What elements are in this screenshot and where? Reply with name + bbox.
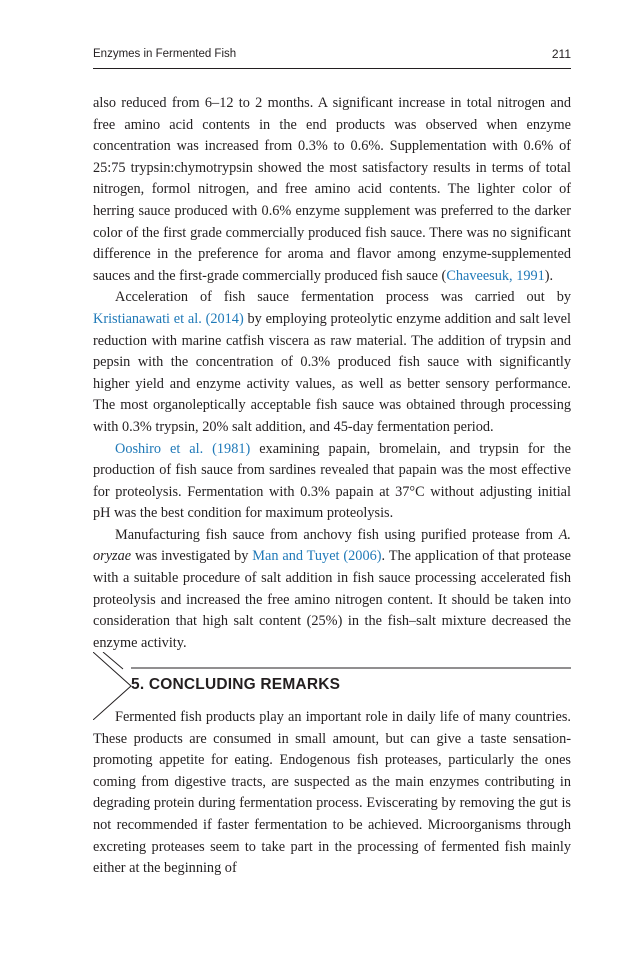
citation-ooshiro-1981[interactable]: Ooshiro et al. (1981) — [115, 440, 251, 457]
paragraph-2 — [93, 287, 571, 438]
paragraph-4-rest: . The application of that protease with a suitable procedure of salt addition in fish sauce processing accelerated fish proteolysis and increased the free amino nitrogen content. It should be taken into consideration that high salt content (25%) in the fish–salt mixture decreased the enzyme activity. — [93, 548, 571, 651]
page-number: 211 — [551, 47, 571, 61]
paragraph-1-text: also reduced from 6–12 to 2 months. A significant increase in total nitrogen and free amino acid contents in the end products was observed when enzyme concentration was increased from 0.3% to 0.6%. Supplementation with 0.6% of 25:75 trypsin:chymotrypsin showed the most satisfactory results in terms of total nitrogen, formol nitrogen, and free amino acid contents. The lighter color of herring sauce produced with 0.6% enzyme supplement was preferred to the darker color of the first grade commercially produced fish sauce. There was no significant difference in the preference for aroma and flavor among enzyme-supplemented sauces and the first-grade commercially produced fish sauce ( — [93, 95, 571, 284]
running-header — [93, 46, 571, 69]
paragraph-4 — [93, 525, 571, 655]
paragraph-4-mid: was investigated by — [131, 548, 253, 565]
citation-man-tuyet-2006[interactable]: Man and Tuyet (2006) — [252, 548, 382, 565]
paragraph-2-text: Acceleration of fish sauce fermentation process was carried out by — [115, 289, 571, 306]
paragraph-3-rest: examining papain, bromelain, and trypsin for the production of fish sauce from sardines revealed that papain was the most effective for proteolysis. Fermentation with 0.3% papain at 37°C without adjusting initial pH was the best condition for maximum proteolysis. — [93, 440, 571, 522]
paragraph-5: Fermented fish products play an important role in daily life of many countries. These products are consumed in small amount, but can give a taste sensation-promoting appetite for eating. Endogenous fish proteases, particularly the ones coming from digestive tracts, are suspected as the main enzymes contributing in degrading protein during fermentation process. Eviscerating by removing the gut is not recommended if faster fermentation to be achieved. Microorganisms through excreting proteases seem to take part in the processing of fermented fish mainly either at the beginning of — [93, 709, 571, 877]
paragraph-1-end: ). — [544, 267, 554, 284]
paragraph-3 — [93, 439, 571, 525]
paragraph-2-rest: by employing proteolytic enzyme addition and salt level reduction with marine catfish viscera as raw material. The addition of trypsin and pepsin with the concentration of 0.3% produced fish sauce with significantly higher yield and enzyme activity values, as well as better sensory performance. The most organoleptically acceptable fish sauce was obtained through processing with 0.3% trypsin, 20% salt addition, and 45-day fermentation period. — [93, 310, 571, 435]
body-text — [93, 93, 571, 654]
citation-kristianawati-2014[interactable]: Kristianawati et al. (2014) — [93, 310, 244, 327]
citation-chaveesuk-1991[interactable]: Chaveesuk, 1991 — [446, 267, 545, 284]
species-name: A. oryzae — [93, 526, 571, 565]
section-title: 5. CONCLUDING REMARKS — [131, 676, 341, 693]
paragraph-1 — [93, 93, 571, 287]
running-title: Enzymes in Fermented Fish — [93, 48, 237, 60]
paragraph-4-text: Manufacturing fish sauce from anchovy fish using purified protease from — [115, 526, 559, 543]
concluding-text — [93, 707, 571, 880]
